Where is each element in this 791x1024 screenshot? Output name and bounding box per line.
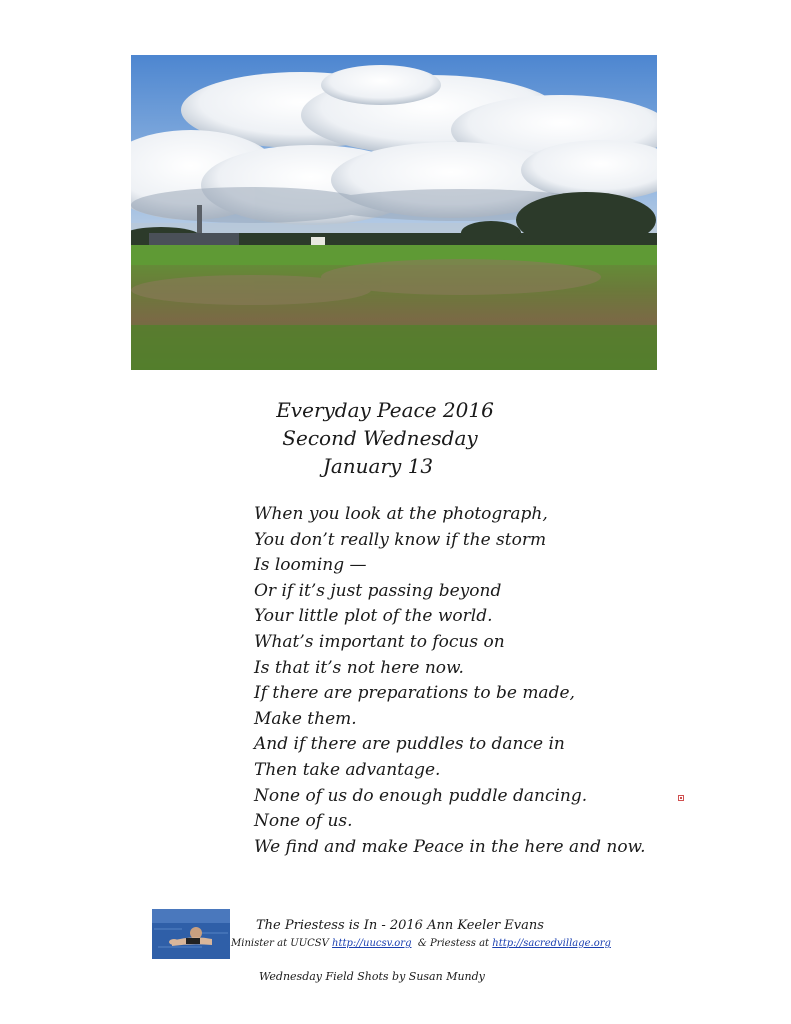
poem-line: We find and make Peace in the here and now. <box>254 836 646 857</box>
separator: & <box>417 938 427 949</box>
page-subtitle: Second Wednesday <box>282 426 478 450</box>
field-photo <box>131 55 657 370</box>
minister-label: Minister at UUCSV <box>231 938 329 949</box>
poem-line: None of us. <box>254 811 353 832</box>
poem-line: When you look at the photograph, <box>254 504 548 524</box>
poem-line: You don’t really know if the storm <box>254 529 547 550</box>
poem-line: And if there are puddles to dance in <box>254 734 565 755</box>
poem-line: Then take advantage. <box>254 759 441 780</box>
uucsv-link[interactable]: http://uucsv.org <box>332 938 412 949</box>
poem-line: Is looming — <box>254 555 367 576</box>
poem-line: Is that it’s not here now. <box>254 657 464 678</box>
footer-title: The Priestess is In - 2016 Ann Keeler Evans <box>256 918 544 933</box>
priestess-label: Priestess at <box>429 938 490 949</box>
title-block <box>200 396 570 480</box>
footer-affiliations <box>231 938 611 949</box>
poem-line: If there are preparations to be made, <box>254 683 575 704</box>
page-title: Everyday Peace 2016 <box>276 398 494 422</box>
poem-line: Your little plot of the world. <box>254 606 493 627</box>
small-square-marker-icon <box>678 795 684 801</box>
poem <box>254 502 646 860</box>
sacredvillage-link[interactable]: http://sacredvillage.org <box>492 938 611 949</box>
page-date: January 13 <box>322 454 434 478</box>
poem-line: What’s important to focus on <box>254 631 505 652</box>
poem-line: Make them. <box>254 708 357 729</box>
poem-line: None of us do enough puddle dancing. <box>254 785 588 806</box>
swimmer-photo <box>152 909 230 959</box>
poem-line: Or if it’s just passing beyond <box>254 580 502 601</box>
photo-credit: Wednesday Field Shots by Susan Mundy <box>259 970 485 983</box>
